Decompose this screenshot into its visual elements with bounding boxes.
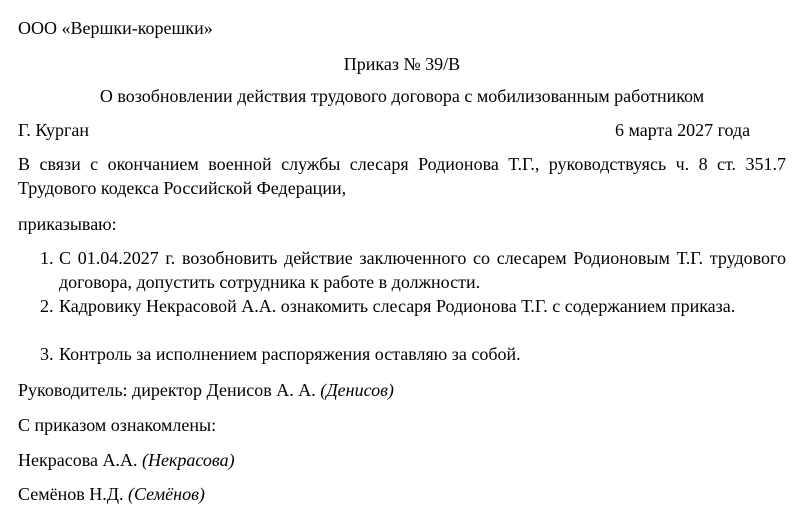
preamble-paragraph: В связи с окончанием военной службы слесаря Родионова Т.Г., руководствуясь ч. 8 ст. 351.7 Трудового кодекса Российской Федерации, <box>18 154 786 198</box>
item-number: 1. <box>40 248 54 268</box>
item-number: 2. <box>40 296 54 316</box>
head-label: Руководитель: директор Денисов А. А. <box>18 380 316 400</box>
order-item-2 <box>40 294 786 318</box>
order-item-1 <box>40 246 786 294</box>
acquainted-signature: (Семёнов) <box>128 484 205 504</box>
acquainted-name: Семёнов Н.Д. <box>18 484 124 504</box>
city: Г. Курган <box>18 120 90 140</box>
order-date: 6 марта 2027 года <box>615 120 751 140</box>
acquainted-label: С приказом ознакомлены: <box>18 415 217 435</box>
acquainted-signature: (Некрасова) <box>141 450 235 470</box>
acquainted-row-2 <box>18 482 205 506</box>
acquainted-name: Некрасова А.А. <box>18 450 138 470</box>
organization-name: ООО «Вершки-корешки» <box>18 18 213 38</box>
order-verb: приказываю: <box>18 214 117 234</box>
item-text: С 01.04.2027 г. возобновить действие заключенного со слесарем Родионовым Т.Г. трудового договора, допустить сотрудника к работе в должности. <box>59 248 786 292</box>
order-subject: О возобновлении действия трудового договора с мобилизованным работником <box>99 86 705 106</box>
item-text: Кадровику Некрасовой А.А. ознакомить слесаря Родионова Т.Г. с содержанием приказа. <box>59 296 736 316</box>
head-signature-line <box>18 378 394 402</box>
order-title: Приказ № 39/В <box>343 54 461 74</box>
head-signature: (Денисов) <box>320 380 394 400</box>
item-number: 3. <box>40 344 54 364</box>
item-text: Контроль за исполнением распоряжения оставляю за собой. <box>59 344 521 364</box>
order-item-3 <box>40 342 786 366</box>
acquainted-row-1 <box>18 448 235 472</box>
